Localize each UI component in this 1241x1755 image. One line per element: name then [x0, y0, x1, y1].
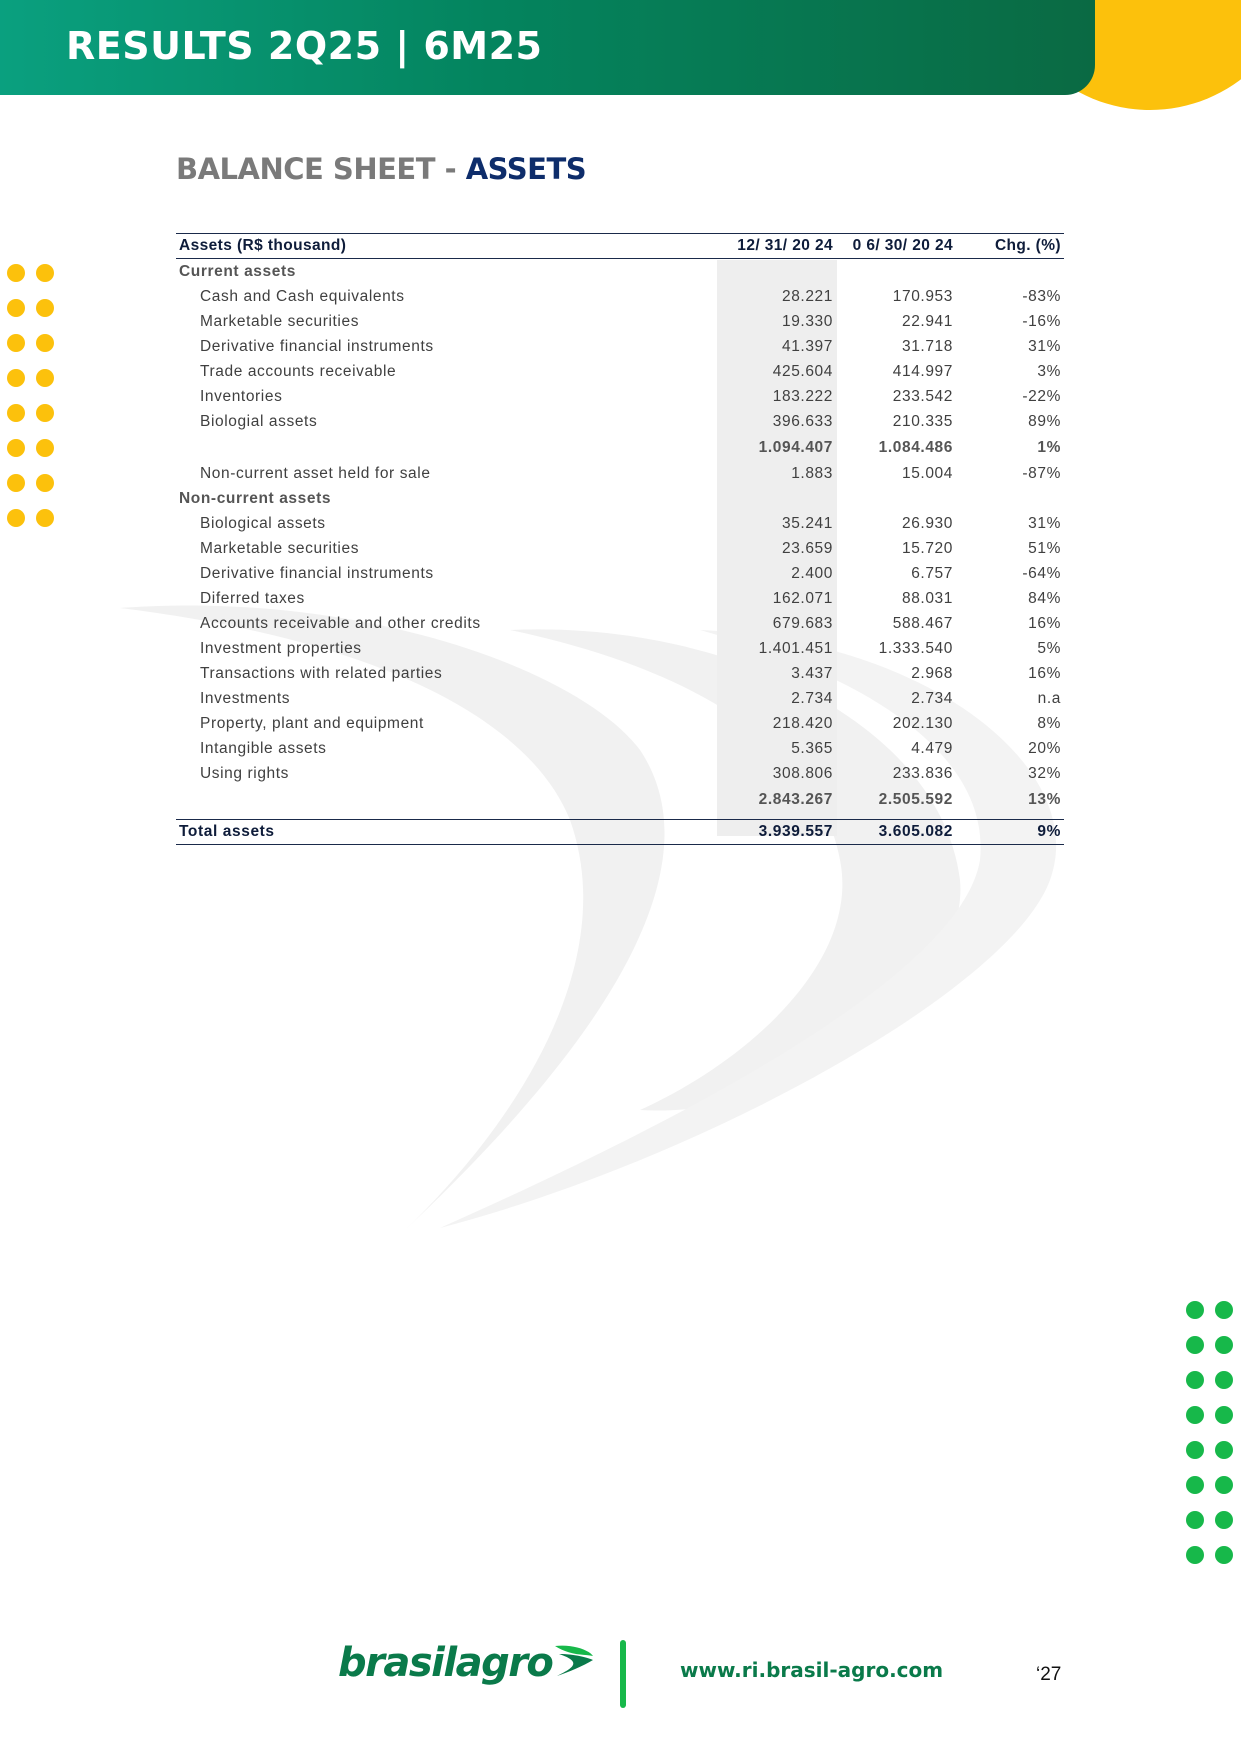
value-dec-2024: 162.071 — [772, 589, 833, 607]
yellow-dots-decoration — [7, 264, 54, 527]
value-jun-2024: 588.467 — [892, 614, 953, 632]
subtotal-value-2: 2.505.592 — [878, 790, 953, 808]
subtotal-change: 1% — [1037, 438, 1061, 456]
value-dec-2024: 23.659 — [781, 539, 833, 557]
table-row — [176, 309, 1064, 334]
row-label: Trade accounts receivable — [200, 362, 397, 380]
brasilagro-logo — [338, 1640, 595, 1686]
value-dec-2024: 218.420 — [772, 714, 833, 732]
change-percent: -64% — [1022, 564, 1061, 582]
header-date-1: 12/ 31/ 20 24 — [716, 234, 836, 259]
change-percent: -16% — [1022, 312, 1061, 330]
value-dec-2024: 28.221 — [781, 287, 833, 305]
table-row — [176, 586, 1064, 611]
value-jun-2024: 1.333.540 — [878, 639, 953, 657]
header-change: Chg. (%) — [956, 234, 1064, 259]
balance-sheet-assets-table — [176, 233, 1064, 845]
table-row — [176, 711, 1064, 736]
row-label: Accounts receivable and other credits — [200, 614, 481, 632]
group-row-current — [176, 259, 1064, 285]
row-label: Biologial assets — [200, 412, 318, 430]
value-jun-2024: 6.757 — [911, 564, 953, 582]
value-jun-2024: 233.542 — [892, 387, 953, 405]
empty-cell — [836, 486, 956, 511]
value-dec-2024: 41.397 — [781, 337, 833, 355]
subtotal-value-1: 1.094.407 — [758, 438, 833, 456]
value-dec-2024: 1.401.451 — [758, 639, 833, 657]
value-dec-2024: 396.633 — [772, 412, 833, 430]
subtotal-value-2: 1.084.486 — [878, 438, 953, 456]
value-dec-2024: 679.683 — [772, 614, 833, 632]
group-row-noncurrent — [176, 486, 1064, 511]
row-label: Transactions with related parties — [200, 664, 443, 682]
row-label: Using rights — [200, 764, 290, 782]
change-percent: 51% — [1028, 539, 1061, 557]
total-value-2: 3.605.082 — [836, 820, 956, 845]
change-percent: 16% — [1028, 614, 1061, 632]
change-percent: 16% — [1028, 664, 1061, 682]
total-row — [176, 820, 1064, 845]
change-percent: -87% — [1022, 464, 1061, 482]
row-label: Marketable securities — [200, 539, 360, 557]
value-jun-2024: 170.953 — [892, 287, 953, 305]
value-dec-2024: 3.437 — [791, 664, 833, 682]
header-assets: Assets (R$ thousand) — [176, 234, 716, 259]
row-label: Investment properties — [200, 639, 362, 657]
row-label: Biological assets — [200, 514, 326, 532]
subtotal-value-1: 2.843.267 — [758, 790, 833, 808]
change-percent: -22% — [1022, 387, 1061, 405]
table-row — [176, 511, 1064, 536]
change-percent: 31% — [1028, 514, 1061, 532]
row-label: Cash and Cash equivalents — [200, 287, 405, 305]
table-row — [176, 686, 1064, 711]
value-jun-2024: 15.004 — [901, 464, 953, 482]
green-dots-decoration — [1186, 1301, 1233, 1564]
table-row — [176, 561, 1064, 586]
value-jun-2024: 26.930 — [901, 514, 953, 532]
row-label: Derivative financial instruments — [200, 564, 434, 582]
row-label: Inventories — [200, 387, 283, 405]
change-percent: 31% — [1028, 337, 1061, 355]
table-row — [176, 761, 1064, 786]
value-dec-2024: 1.883 — [791, 464, 833, 482]
table-row — [176, 284, 1064, 309]
empty-cell — [956, 486, 1064, 511]
row-label: Marketable securities — [200, 312, 360, 330]
total-label: Total assets — [176, 820, 716, 845]
group-label-noncurrent: Non-current assets — [179, 489, 332, 507]
change-percent: 5% — [1037, 639, 1061, 657]
subtotal-label-empty — [176, 434, 716, 461]
value-jun-2024: 233.836 — [892, 764, 953, 782]
page-number: ‘27 — [1036, 1664, 1062, 1685]
table-row — [176, 611, 1064, 636]
footer-divider — [620, 1640, 626, 1708]
table-row — [176, 409, 1064, 434]
value-jun-2024: 414.997 — [892, 362, 953, 380]
change-percent: -83% — [1022, 287, 1061, 305]
header-date-2: 0 6/ 30/ 20 24 — [836, 234, 956, 259]
row-label: Non-current asset held for sale — [200, 464, 431, 482]
value-jun-2024: 22.941 — [901, 312, 953, 330]
total-value-1: 3.939.557 — [716, 820, 836, 845]
table-row — [176, 736, 1064, 761]
value-jun-2024: 2.734 — [911, 689, 953, 707]
section-title-main: BALANCE SHEET - — [176, 152, 466, 186]
row-label: Diferred taxes — [200, 589, 305, 607]
subtotal-row-noncurrent — [176, 786, 1064, 813]
section-title — [176, 152, 586, 186]
value-jun-2024: 88.031 — [901, 589, 953, 607]
value-jun-2024: 15.720 — [901, 539, 953, 557]
row-label: Property, plant and equipment — [200, 714, 424, 732]
table-row — [176, 536, 1064, 561]
value-jun-2024: 2.968 — [911, 664, 953, 682]
row-label: Intangible assets — [200, 739, 327, 757]
subtotal-row-current — [176, 434, 1064, 461]
change-percent: n.a — [1037, 689, 1061, 707]
value-jun-2024: 210.335 — [892, 412, 953, 430]
total-change: 9% — [956, 820, 1064, 845]
change-percent: 3% — [1037, 362, 1061, 380]
page-header-title: RESULTS 2Q25 | 6M25 — [66, 24, 543, 68]
value-jun-2024: 202.130 — [892, 714, 953, 732]
footer-website-link[interactable]: www.ri.brasil-agro.com — [680, 1658, 944, 1682]
table-row — [176, 359, 1064, 384]
change-percent: 20% — [1028, 739, 1061, 757]
table-header-row — [176, 234, 1064, 259]
held-for-sale-row — [176, 461, 1064, 486]
row-label: Investments — [200, 689, 291, 707]
change-percent: 32% — [1028, 764, 1061, 782]
row-label: Derivative financial instruments — [200, 337, 434, 355]
value-dec-2024: 425.604 — [772, 362, 833, 380]
table-row — [176, 334, 1064, 359]
table-row — [176, 661, 1064, 686]
value-dec-2024: 183.222 — [772, 387, 833, 405]
group-label-current: Current assets — [179, 262, 296, 280]
value-dec-2024: 19.330 — [781, 312, 833, 330]
value-dec-2024: 308.806 — [772, 764, 833, 782]
logo-swoosh-icon — [553, 1642, 595, 1678]
value-dec-2024: 35.241 — [781, 514, 833, 532]
section-title-highlight: ASSETS — [465, 152, 587, 186]
table-row — [176, 384, 1064, 409]
value-jun-2024: 4.479 — [911, 739, 953, 757]
subtotal-label-empty — [176, 786, 716, 813]
empty-cell — [716, 486, 836, 511]
change-percent: 89% — [1028, 412, 1061, 430]
value-dec-2024: 5.365 — [791, 739, 833, 757]
logo-wordmark: brasilagro — [338, 1640, 553, 1686]
value-jun-2024: 31.718 — [901, 337, 953, 355]
value-dec-2024: 2.400 — [791, 564, 833, 582]
change-percent: 8% — [1037, 714, 1061, 732]
table-row — [176, 636, 1064, 661]
subtotal-change: 13% — [1028, 790, 1061, 808]
change-percent: 84% — [1028, 589, 1061, 607]
value-dec-2024: 2.734 — [791, 689, 833, 707]
